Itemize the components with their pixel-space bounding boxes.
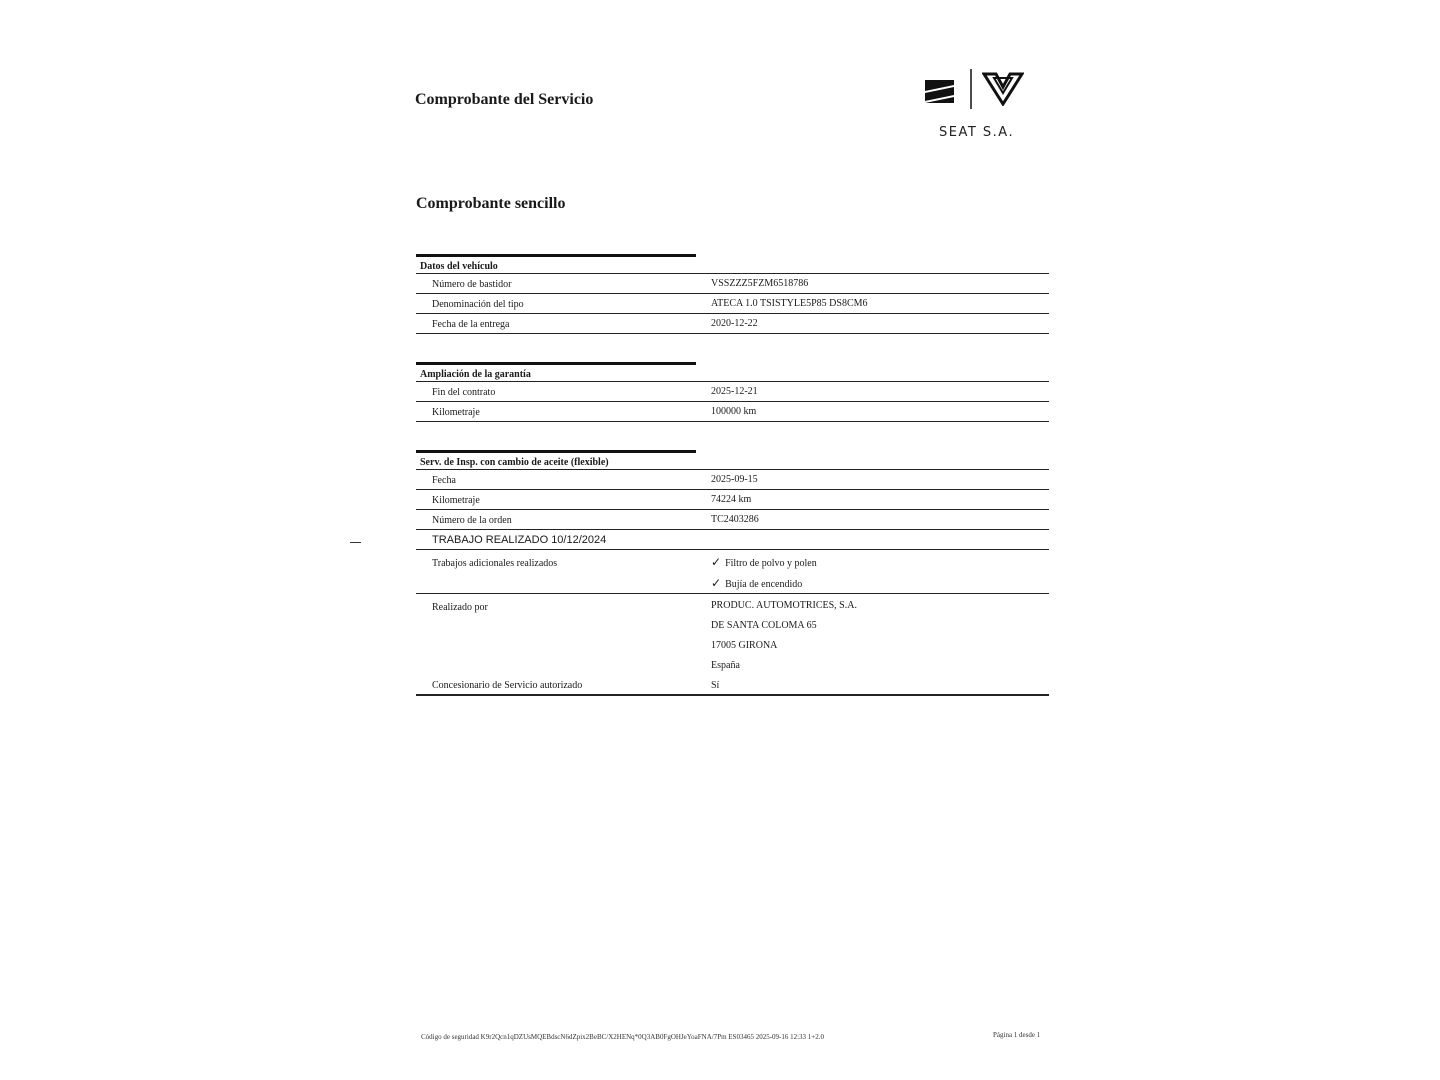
row-label: Kilometraje bbox=[432, 495, 480, 506]
row-rule bbox=[416, 421, 1049, 422]
row-rule bbox=[416, 333, 1049, 334]
margin-mark bbox=[350, 542, 361, 543]
additional-work-row bbox=[416, 550, 1049, 594]
section-top-rule bbox=[416, 450, 696, 453]
row-value: ATECA 1.0 TSISTYLE5P85 DS8CM6 bbox=[711, 298, 868, 309]
company-logo bbox=[922, 66, 1032, 146]
row-value: TC2403286 bbox=[711, 514, 759, 525]
section-heading: Serv. de Insp. con cambio de aceite (flexible) bbox=[420, 457, 609, 468]
table-row bbox=[416, 274, 1049, 294]
table-row bbox=[416, 294, 1049, 314]
table-row bbox=[416, 490, 1049, 510]
additional-item bbox=[711, 576, 802, 590]
row-value: 2020-12-22 bbox=[711, 318, 758, 329]
row-label: Trabajos adicionales realizados bbox=[432, 558, 558, 569]
row-label: Concesionario de Servicio autorizado bbox=[432, 680, 583, 691]
row-value: 2025-12-21 bbox=[711, 386, 758, 397]
cupra-logo-icon bbox=[982, 72, 1024, 106]
row-value: 74224 km bbox=[711, 494, 752, 505]
page-number: Página 1 desde 1 bbox=[993, 1031, 1041, 1039]
address-line: PRODUC. AUTOMOTRICES, S.A. bbox=[711, 600, 857, 611]
row-label: Número de la orden bbox=[432, 515, 512, 526]
table-row bbox=[416, 314, 1049, 334]
section-top-rule bbox=[416, 254, 696, 257]
section-heading: Datos del vehículo bbox=[420, 261, 498, 272]
address-line: España bbox=[711, 660, 740, 671]
checkmark-icon: ✓ bbox=[711, 576, 722, 590]
table-row bbox=[416, 382, 1049, 402]
performed-by-row bbox=[416, 594, 1049, 696]
section-heading: Ampliación de la garantía bbox=[420, 369, 531, 380]
row-value: 2025-09-15 bbox=[711, 474, 758, 485]
security-code: Código de seguridad K9r2Qcn1qDZUsMQEBdscN6dZpix2BeBC/X2HENq*0Q3AB0FgOHJeYoaFNA/7Pm ES03465 2025-09-16 12:33 1+2.0 bbox=[421, 1033, 825, 1041]
row-label: Realizado por bbox=[432, 602, 488, 613]
table-row bbox=[416, 402, 1049, 422]
additional-item-label: Bujía de encendido bbox=[725, 579, 803, 590]
section-top-rule bbox=[416, 362, 696, 365]
row-label: Fecha bbox=[432, 475, 456, 486]
document-subtitle: Comprobante sencillo bbox=[416, 195, 566, 212]
table-row bbox=[416, 470, 1049, 490]
row-value: 100000 km bbox=[711, 406, 757, 417]
work-done-text: TRABAJO REALIZADO 10/12/2024 bbox=[432, 534, 607, 546]
checkmark-icon: ✓ bbox=[711, 555, 722, 569]
row-value: VSSZZZ5FZM6518786 bbox=[711, 278, 809, 289]
table-row bbox=[416, 510, 1049, 530]
row-label: Kilometraje bbox=[432, 407, 480, 418]
row-label: Denominación del tipo bbox=[432, 299, 524, 310]
document-title: Comprobante del Servicio bbox=[415, 91, 594, 108]
additional-item-label: Filtro de polvo y polen bbox=[725, 558, 817, 569]
address-line: DE SANTA COLOMA 65 bbox=[711, 620, 817, 631]
work-done-row bbox=[416, 530, 1049, 550]
company-name: SEAT S.A. bbox=[939, 125, 1015, 140]
row-label: Fecha de la entrega bbox=[432, 319, 510, 330]
row-label: Número de bastidor bbox=[432, 279, 512, 290]
address-line: 17005 GIRONA bbox=[711, 640, 778, 651]
row-value: Sí bbox=[711, 680, 720, 691]
row-rule bbox=[416, 694, 1049, 696]
row-label: Fin del contrato bbox=[432, 387, 496, 398]
additional-item bbox=[711, 555, 817, 569]
